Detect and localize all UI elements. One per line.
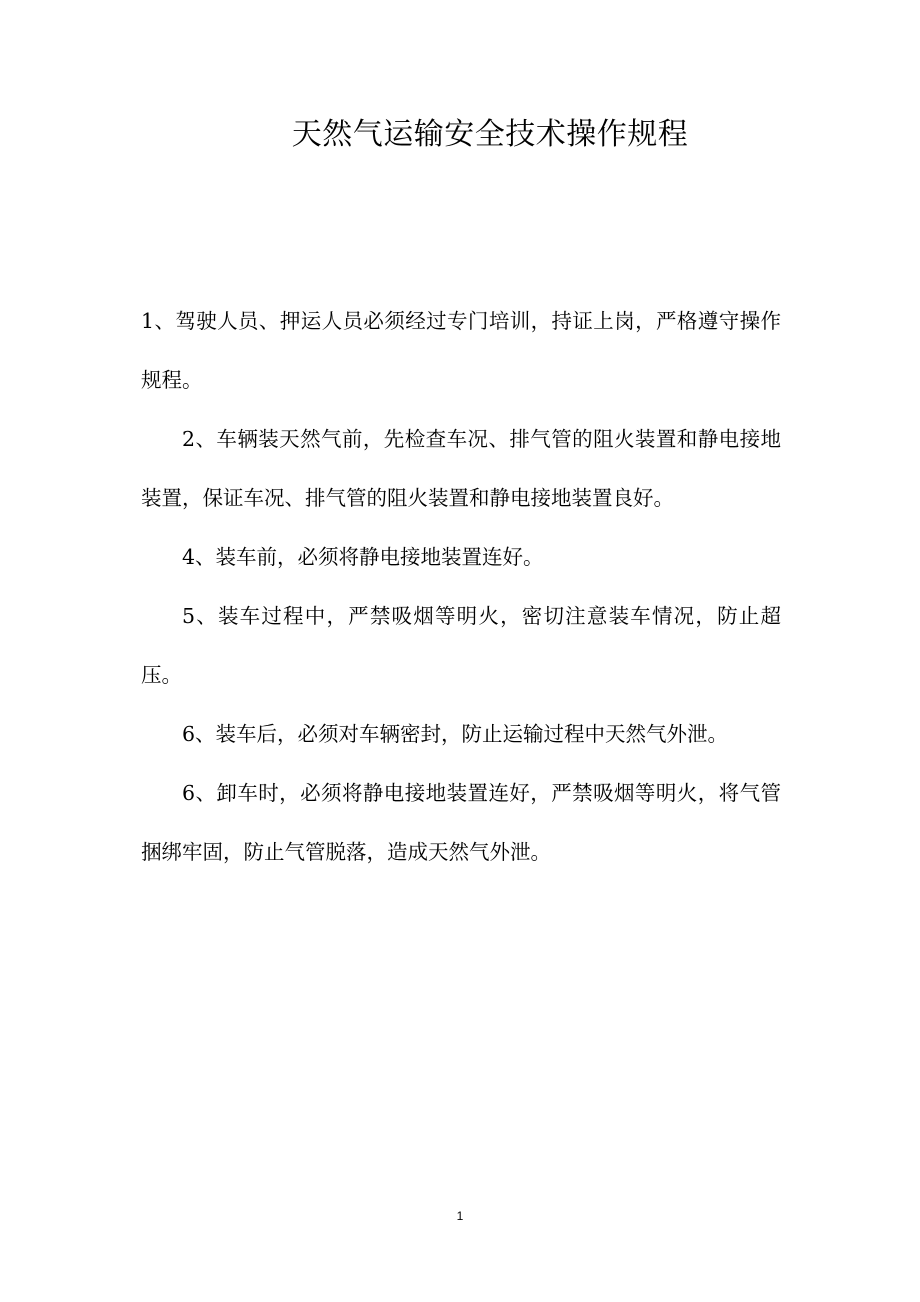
paragraph-1: 1、驾驶人员、押运人员必须经过专门培训，持证上岗，严格遵守操作规程。 bbox=[141, 309, 781, 392]
document-body bbox=[141, 292, 781, 882]
paragraph-2: 2、车辆装天然气前，先检查车况、排气管的阻火装置和静电接地装置，保证车况、排气管的阻火装置和静电接地装置良好。 bbox=[141, 427, 781, 510]
paragraph-5: 6、装车后，必须对车辆密封，防止运输过程中天然气外泄。 bbox=[182, 722, 729, 746]
paragraph-4: 5、装车过程中，严禁吸烟等明火，密切注意装车情况，防止超压。 bbox=[141, 604, 781, 687]
paragraph-6: 6、卸车时，必须将静电接地装置连好，严禁吸烟等明火，将气管捆绑牢固，防止气管脱落，造成天然气外泄。 bbox=[141, 781, 781, 864]
page-number: 1 bbox=[456, 1209, 464, 1223]
document-title: 天然气运输安全技术操作规程 bbox=[291, 117, 689, 152]
paragraph-3: 4、装车前，必须将静电接地装置连好。 bbox=[182, 545, 544, 569]
